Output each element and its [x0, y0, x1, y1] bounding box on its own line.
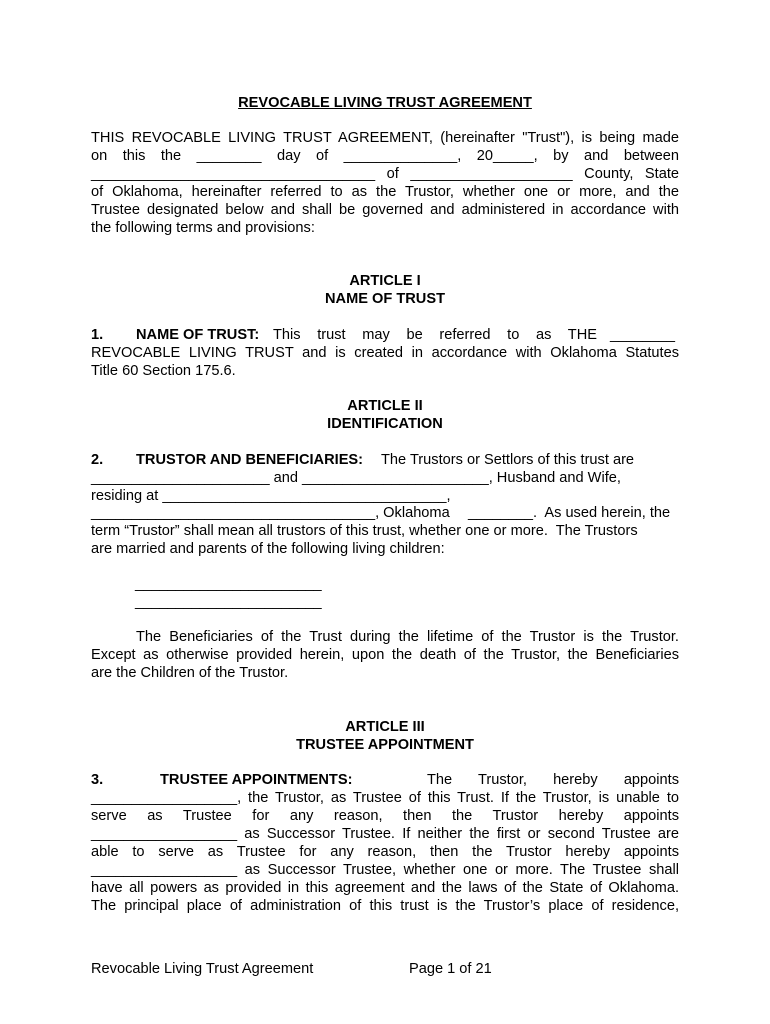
section-text: The principal place of administration of this trust is the Trustor’s place of residence, — [91, 898, 679, 914]
section-text: __________________, the Trustor, as Trustee of this Trust. If the Trustor, is unable to — [91, 790, 679, 806]
section-text: have all powers as provided in this agreement and the laws of the State of Oklahoma. — [91, 880, 679, 896]
section-number: 3. — [91, 772, 104, 788]
section-text: serve as Trustee for any reason, then the Trustor hereby appoints — [91, 808, 679, 824]
state-blank: ________ — [468, 505, 533, 521]
section-text: term “Trustor” shall mean all trustors of this trust, whether one or more. The Trustors — [91, 523, 638, 539]
section-text: are married and parents of the following living children: — [91, 541, 445, 557]
section-number: 2. — [91, 452, 104, 468]
section-text: able to serve as Trustee for any reason, then the Trustor hereby appoints — [91, 844, 679, 860]
document-title: REVOCABLE LIVING TRUST AGREEMENT — [238, 95, 532, 111]
article-3-heading: ARTICLE III — [345, 719, 425, 735]
intro-line: the following terms and provisions: — [91, 220, 315, 236]
section-text: ___________________________________, Oklahoma — [91, 505, 450, 521]
page-number: Page 1 of 21 — [409, 961, 492, 977]
trust-name-blank: ________ — [610, 327, 675, 343]
section-text: This trust may be referred to as THE — [273, 327, 597, 343]
section-number: 1. — [91, 327, 104, 343]
intro-line: Trustee designated below and shall be governed and administered in accordance with — [91, 202, 679, 218]
intro-line: of Oklahoma, hereinafter referred to as the Trustor, whether one or more, and the — [91, 184, 679, 200]
child-name-blank: _______________________ — [135, 576, 322, 592]
beneficiaries-text: The Beneficiaries of the Trust during the lifetime of the Trustor is the Trustor. — [136, 629, 679, 645]
child-name-blank: _______________________ — [135, 594, 322, 610]
beneficiaries-text: Except as otherwise provided herein, upon the death of the Trustor, the Beneficiaries — [91, 647, 679, 663]
intro-line: ___________________________________ of ____________________ County, State — [91, 166, 679, 182]
footer-title: Revocable Living Trust Agreement — [91, 961, 314, 977]
section-label: NAME OF TRUST: — [136, 327, 260, 343]
section-text: ______________________ and _______________________, Husband and Wife, — [91, 470, 621, 486]
section-text: The Trustor, hereby appoints — [427, 772, 679, 788]
article-1-subheading: NAME OF TRUST — [325, 291, 445, 307]
section-text: __________________ as Successor Trustee. If neither the first or second Trustee are — [91, 826, 679, 842]
section-label: TRUSTEE APPOINTMENTS: — [160, 772, 353, 788]
intro-line: on this the ________ day of ______________, 20_____, by and between — [91, 148, 679, 164]
intro-line: THIS REVOCABLE LIVING TRUST AGREEMENT, (hereinafter "Trust"), is being made — [91, 130, 679, 146]
section-text: residing at ___________________________________, — [91, 488, 451, 504]
beneficiaries-text: are the Children of the Trustor. — [91, 665, 289, 681]
article-2-heading: ARTICLE II — [347, 398, 423, 414]
article-3-subheading: TRUSTEE APPOINTMENT — [296, 737, 474, 753]
section-label: TRUSTOR AND BENEFICIARIES: — [136, 452, 364, 468]
section-text: The Trustors or Settlors of this trust are — [381, 452, 635, 468]
section-text: REVOCABLE LIVING TRUST and is created in accordance with Oklahoma Statutes — [91, 345, 679, 361]
section-text: . As used herein, the — [533, 505, 671, 521]
article-1-heading: ARTICLE I — [349, 273, 421, 289]
section-text: Title 60 Section 175.6. — [91, 363, 236, 379]
section-text: __________________ as Successor Trustee, whether one or more. The Trustee shall — [91, 862, 679, 878]
article-2-subheading: IDENTIFICATION — [327, 416, 443, 432]
